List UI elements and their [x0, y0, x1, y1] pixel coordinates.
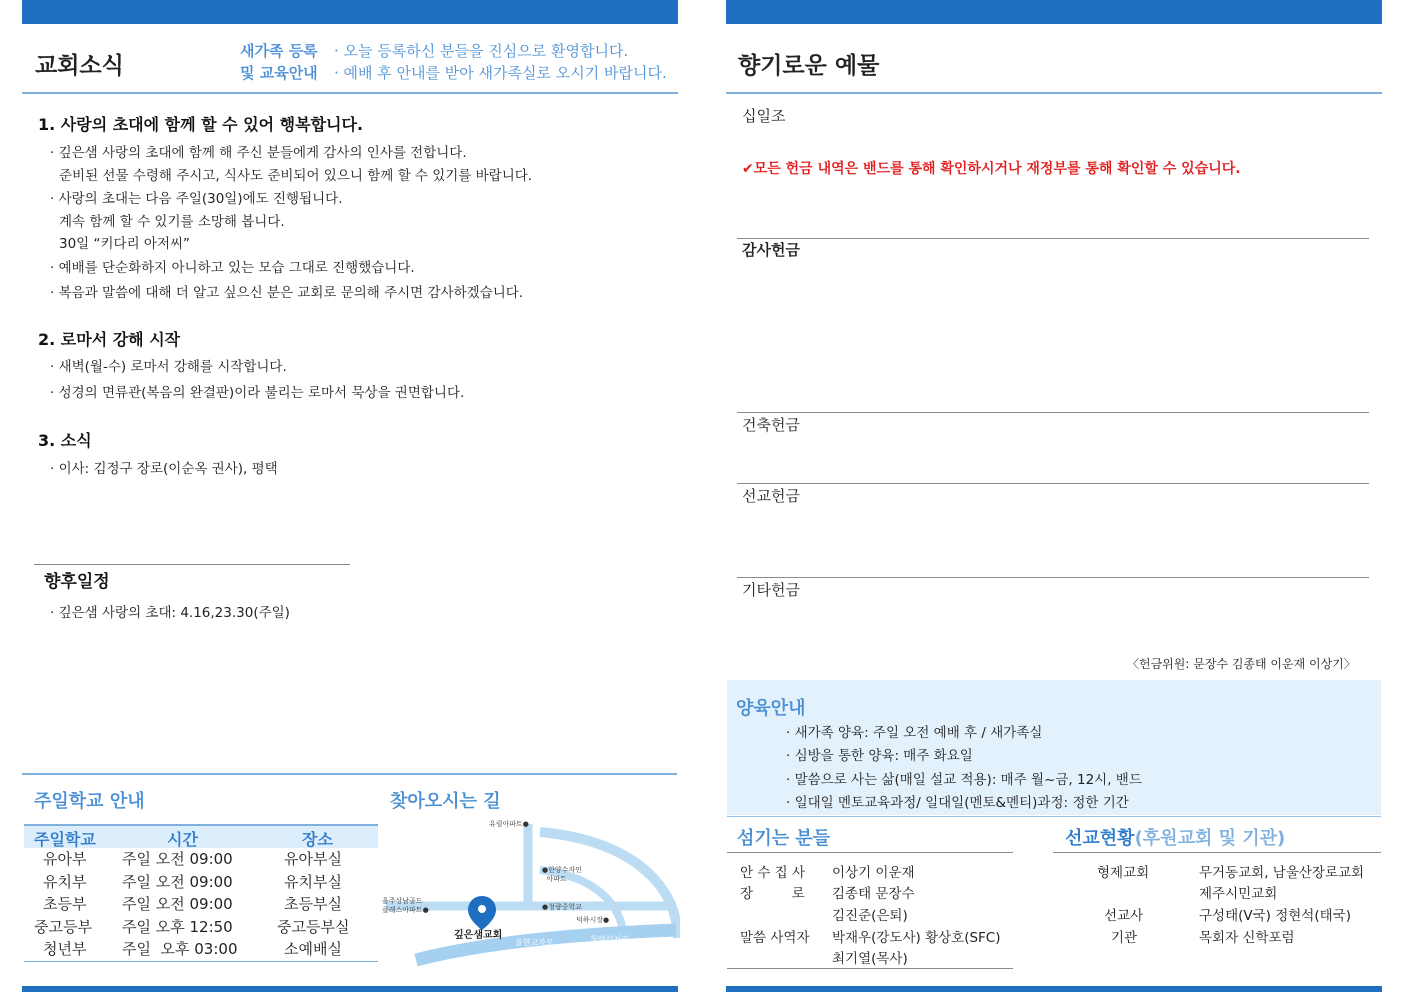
map-label-church: 깊은샘교회: [454, 930, 503, 941]
nurture-heading: 양육안내: [736, 698, 806, 719]
table-cell: 초등부실: [284, 895, 342, 913]
servers-top-rule: [727, 816, 1381, 817]
servers-names: 김진준(은퇴): [832, 908, 908, 924]
title-rule-left: [22, 92, 678, 94]
servers-head-rule: [727, 852, 1013, 853]
table-cell: 주일 오후 12:50: [122, 918, 233, 936]
table-cell: 청년부: [43, 940, 87, 958]
sunday-school-table-header: [24, 824, 378, 848]
schedule-rule: [34, 564, 350, 565]
offering-thanks-label: 감사헌금: [742, 241, 800, 259]
offering-rule-mission: [737, 483, 1369, 484]
nurture-item: · 심방을 통한 양육: 매주 화요일: [786, 748, 973, 764]
offering-title: 향기로운 예물: [738, 53, 880, 79]
offering-other-label: 기타헌금: [742, 581, 800, 599]
offering-tithe-label: 십일조: [742, 107, 786, 125]
offering-rule-building: [737, 412, 1369, 413]
church-pin-icon: [468, 896, 496, 930]
table-cell: 주일 오전 09:00: [122, 895, 233, 913]
table-cell: 유치부실: [284, 873, 342, 891]
table-cell: 중고등부: [34, 918, 92, 936]
mission-head-rule: [1053, 852, 1381, 853]
mission-category: 선교사: [1104, 908, 1144, 924]
mission-names: 제주시민교회: [1199, 886, 1278, 902]
servers-bottom-rule: [727, 968, 1013, 969]
table-cell: 초등부: [43, 895, 87, 913]
section1-item: · 복음과 말씀에 대해 더 알고 싶으신 분은 교회로 문의해 주시면 감사하겠습니다.: [50, 285, 524, 301]
servers-role: 안 수 집 사: [740, 865, 806, 881]
mission-heading: [1065, 824, 1285, 850]
bottom-bar-left: [22, 986, 678, 992]
offering-note: ✔모든 헌금 내역은 밴드를 통해 확인하시거나 재정부를 통해 확인할 수 있습니다.: [742, 161, 1241, 177]
mission-category: 기관: [1111, 930, 1138, 946]
nurture-item: · 말씀으로 사는 삶(매일 설교 적용): 매주 월~금, 12시, 밴드: [786, 772, 1142, 788]
table-cell: 유아부실: [284, 850, 342, 868]
map-label-middle-school: ●청량중학교: [542, 903, 582, 911]
offering-rule-thanks: [737, 238, 1369, 239]
offering-committee: 〈헌금위원: 문장수 김종태 이운재 이상기〉: [1127, 657, 1356, 671]
section-heading-1: 1. 사랑의 초대에 함께 할 수 있어 행복합니다.: [38, 115, 364, 134]
bottom-bar-right: [726, 986, 1382, 992]
mission-heading-main: 선교현황: [1065, 828, 1135, 849]
section1-item: · 깊은샘 사랑의 초대에 함께 해 주신 분들에게 감사의 인사를 전합니다.: [50, 145, 467, 161]
offering-building-label: 건축헌금: [742, 416, 800, 434]
title-rule-right: [726, 92, 1382, 94]
servers-names: 김종태 문장수: [832, 886, 915, 902]
table-cell: 소예배실: [284, 940, 342, 958]
table-cell: 중고등부실: [277, 918, 350, 936]
col-header-school: 주일학교: [34, 830, 96, 849]
servers-role: 말씀 사역자: [740, 930, 810, 946]
section1-item: · 예배를 단순화하지 아니하고 있는 모습 그대로 진행했습니다.: [50, 260, 415, 276]
section2-item: · 새벽(월-수) 로마서 강해를 시작합니다.: [50, 359, 287, 375]
map-label-road2: 청량삼거리: [590, 935, 629, 944]
nurture-item: · 일대일 멘토교육과정/ 일대일(멘토&멘티)과정: 정한 기간: [786, 795, 1129, 811]
offering-mission-label: 선교헌금: [742, 487, 800, 505]
table-cell: 주일 오전 09:00: [122, 873, 233, 891]
col-header-time: 시간: [167, 830, 198, 849]
lower-rule-left: [22, 773, 677, 775]
schedule-item: · 깊은샘 사랑의 초대: 4.16,23.30(주일): [50, 605, 290, 621]
table-cell: 주일 오후 03:00: [122, 940, 238, 958]
servers-heading: 섬기는 분들: [737, 828, 831, 849]
mission-names: 구성태(V국) 정현석(태국): [1199, 908, 1351, 924]
col-header-place: 장소: [302, 830, 333, 849]
newcomer-label-1: 새가족 등록: [240, 42, 318, 60]
section1-item: 계속 함께 할 수 있기를 소망해 봅니다.: [59, 214, 285, 230]
directions-heading: 찾아오시는 길: [390, 791, 501, 812]
mission-heading-sub: (후원교회 및 기관): [1134, 828, 1286, 849]
top-bar-left: [22, 0, 678, 24]
servers-role: 장 로: [740, 886, 805, 902]
table-cell: 유치부: [43, 873, 87, 891]
offering-rule-other: [737, 577, 1369, 578]
mission-names: 무거동교회, 남울산장로교회: [1199, 865, 1365, 881]
table-cell: 주일 오전 09:00: [122, 850, 233, 868]
church-news-title: 교회소식: [35, 53, 124, 79]
schedule-heading: 향후일정: [44, 572, 110, 592]
newcomer-label-2: 및 교육안내: [240, 64, 318, 82]
map-label-left-apt: 울주상남골드 클래스아파트●: [382, 897, 429, 914]
mission-category: 형제교회: [1097, 865, 1150, 881]
mission-names: 목회자 신학포럼: [1199, 930, 1295, 946]
map-label-market: 덕하시장●: [576, 916, 610, 924]
table-cell: 유아부: [43, 850, 87, 868]
sunday-school-table-bottom: [24, 961, 378, 962]
newcomer-text-2: · 예배 후 안내를 받아 새가족실로 오시기 바랍니다.: [334, 64, 667, 82]
section1-item: 준비된 선물 수령해 주시고, 식사도 준비되어 있으니 함께 할 수 있기를 바랍니다.: [59, 168, 533, 184]
map-label-apt-top: 유림아파트●: [489, 820, 529, 828]
map-label-road1: 율현교차로: [515, 938, 554, 947]
servers-names: 이상기 이운재: [832, 865, 915, 881]
nurture-item: · 새가족 양육: 주일 오전 예배 후 / 새가족실: [786, 725, 1043, 741]
newcomer-text-1: · 오늘 등록하신 분들을 진심으로 환영합니다.: [334, 42, 629, 60]
servers-names: 최기열(목사): [832, 951, 908, 967]
section1-item: · 사랑의 초대는 다음 주일(30일)에도 진행됩니다.: [50, 191, 343, 207]
section-heading-2: 2. 로마서 강해 시작: [38, 330, 181, 349]
servers-names: 박재우(강도사) 황상호(SFC): [832, 930, 1001, 946]
section1-item: 30일 “키다리 아저씨”: [59, 236, 191, 252]
top-bar-right: [726, 0, 1382, 24]
section-heading-3: 3. 소식: [38, 431, 92, 450]
section3-item: · 이사: 김정구 장로(이순옥 권사), 평택: [50, 461, 278, 477]
sunday-school-heading: 주일학교 안내: [34, 791, 145, 812]
section2-item: · 성경의 면류관(복음의 완결판)이라 불리는 로마서 묵상을 권면합니다.: [50, 385, 465, 401]
map-label-hanyang: ●한양수자인 아파트: [542, 866, 582, 883]
